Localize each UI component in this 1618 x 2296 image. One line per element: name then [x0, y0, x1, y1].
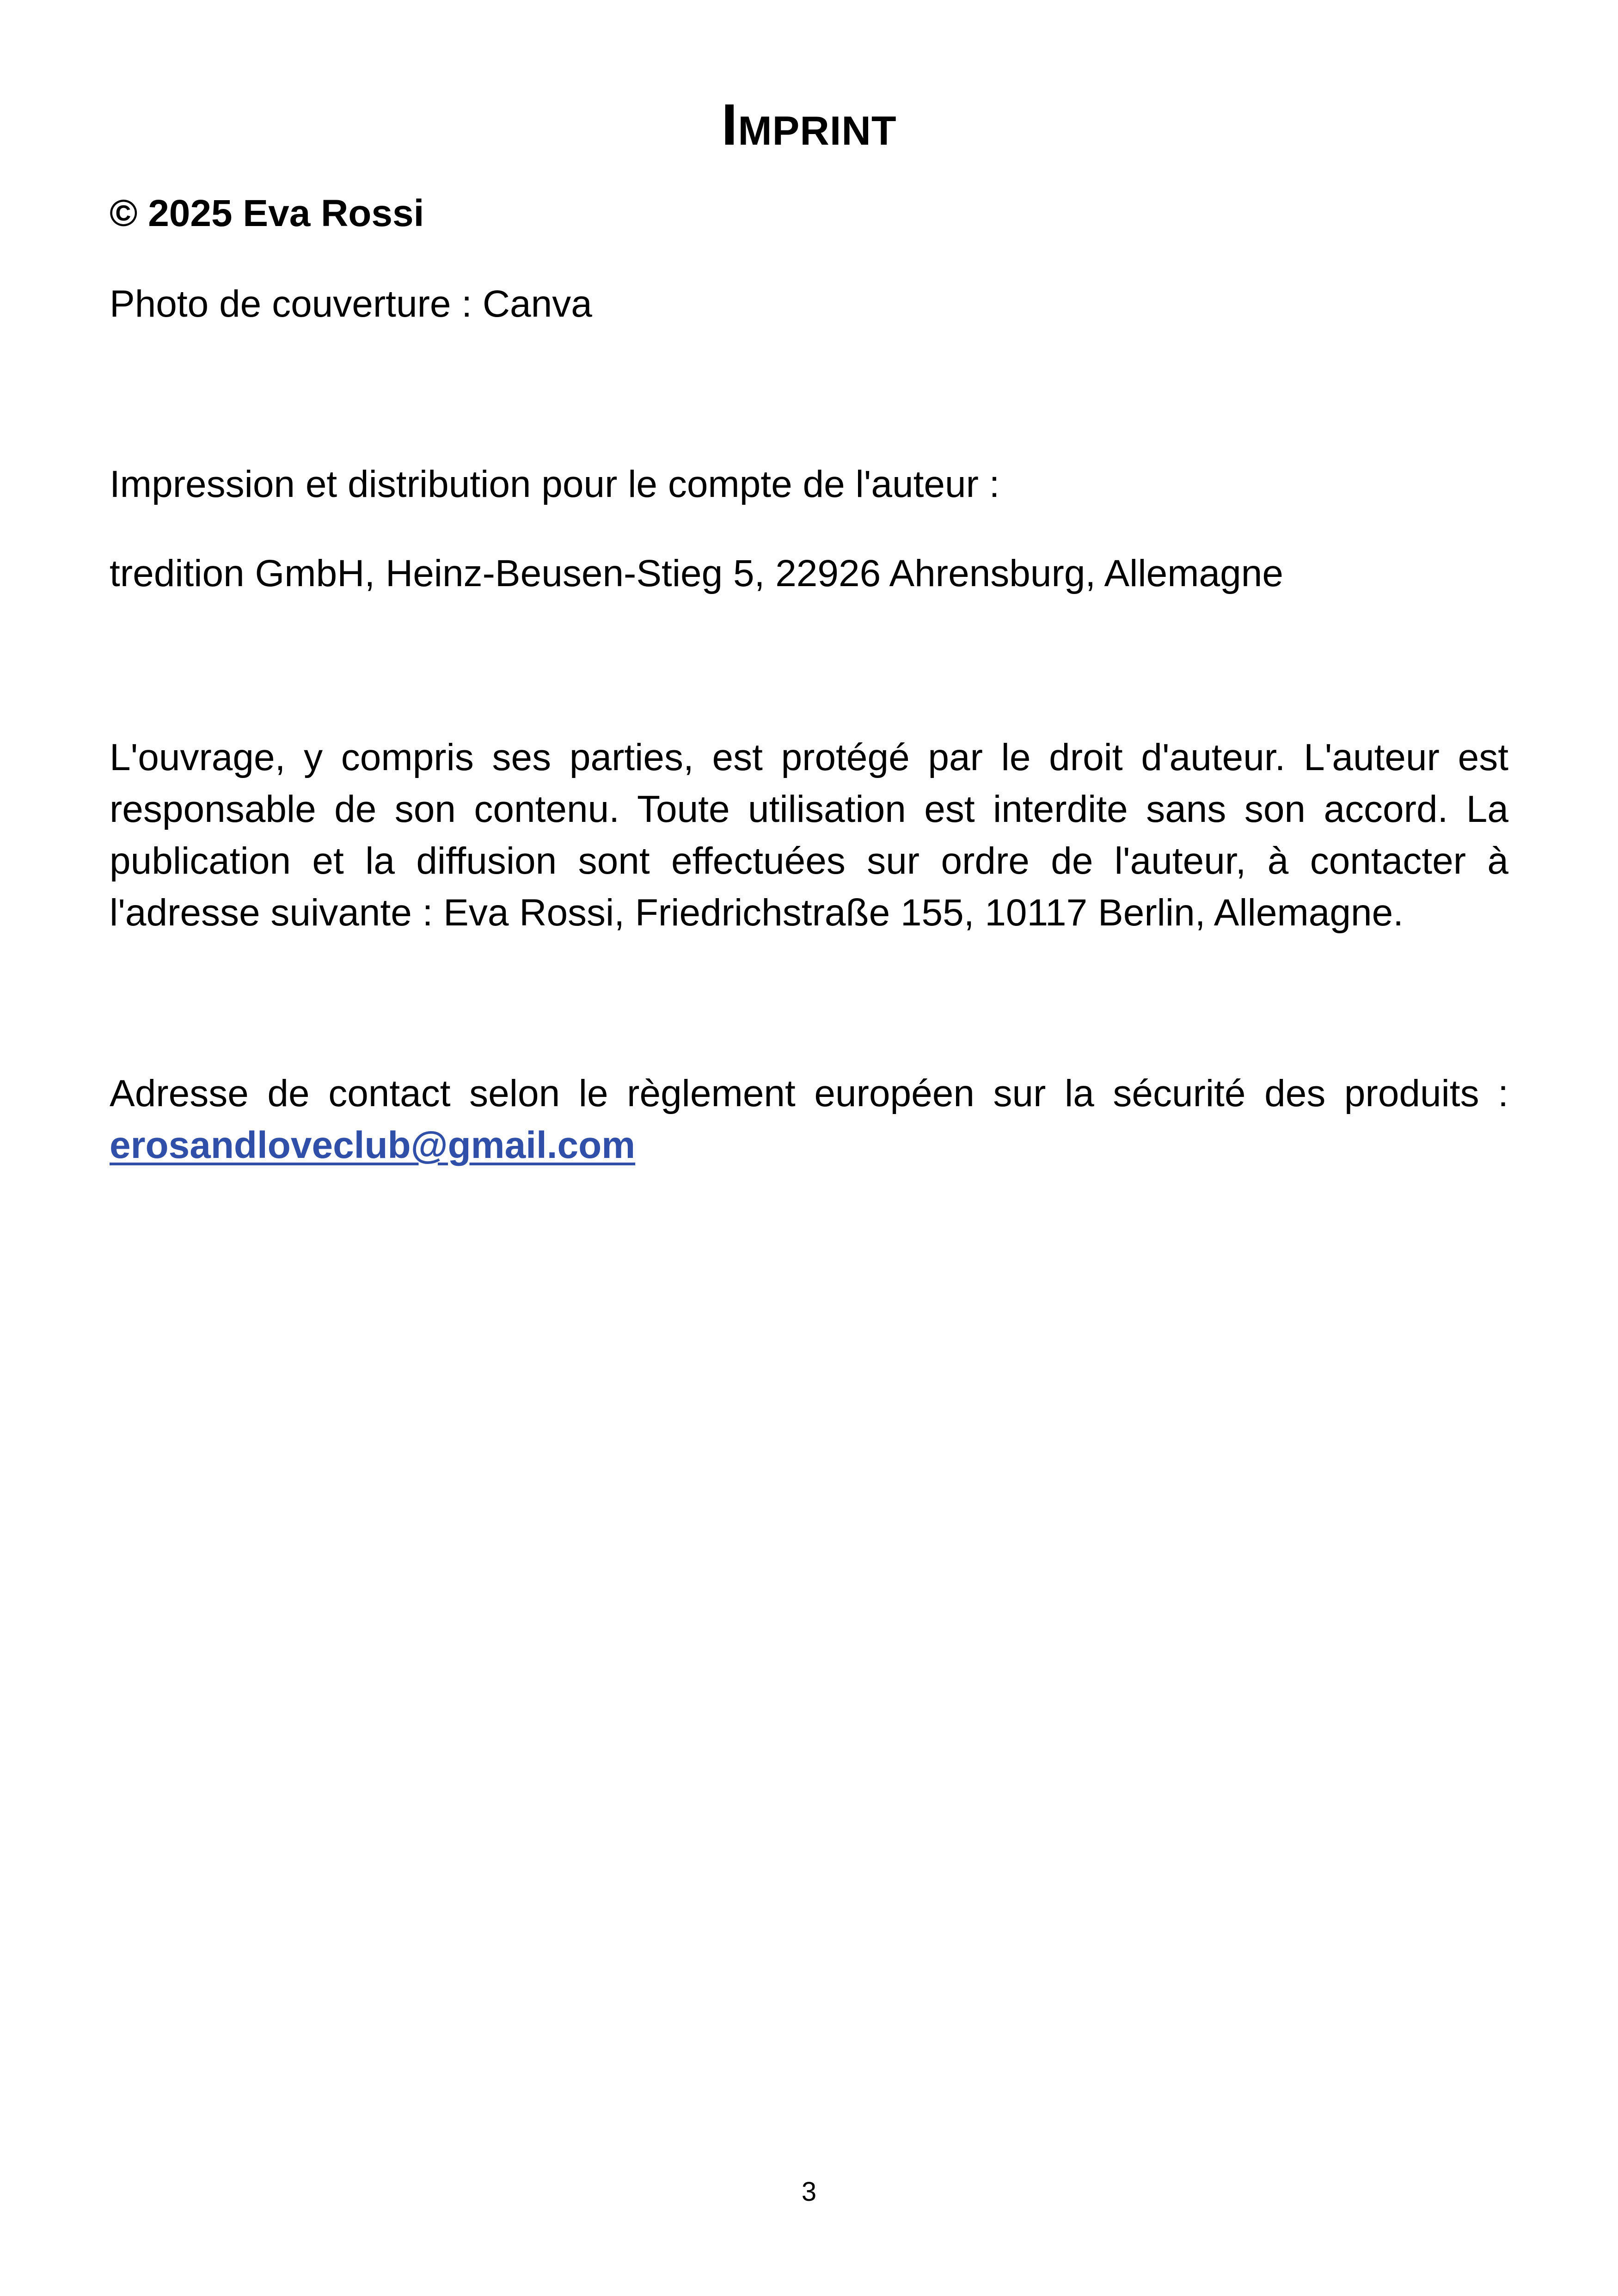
printing-intro: Impression et distribution pour le compte de l'auteur : [110, 463, 1000, 505]
contact-intro: Adresse de contact selon le règlement européen sur la sécurité des produits : [110, 1072, 1508, 1114]
page-title: Imprint [721, 92, 897, 157]
contact-section [110, 1068, 1508, 1171]
legal-notice: L'ouvrage, y compris ses parties, est protégé par le droit d'auteur. L'auteur est responsable de son contenu. Toute utilisation est interdite sans son accord. La publication et la diffusion sont effectuées sur ordre de l'auteur, à contacter à l'adresse suivante : Eva Rossi, Friedrichstraße 155, 10117 Berlin, Allemagne. [110, 736, 1508, 934]
cover-photo-credit: Photo de couverture : Canva [110, 283, 592, 325]
printer-address: tredition GmbH, Heinz-Beusen-Stieg 5, 22926 Ahrensburg, Allemagne [110, 552, 1283, 594]
page-number: 3 [801, 2177, 817, 2207]
contact-email-link[interactable]: erosandloveclub@gmail.com [110, 1124, 636, 1166]
copyright-line: © 2025 Eva Rossi [110, 192, 424, 234]
